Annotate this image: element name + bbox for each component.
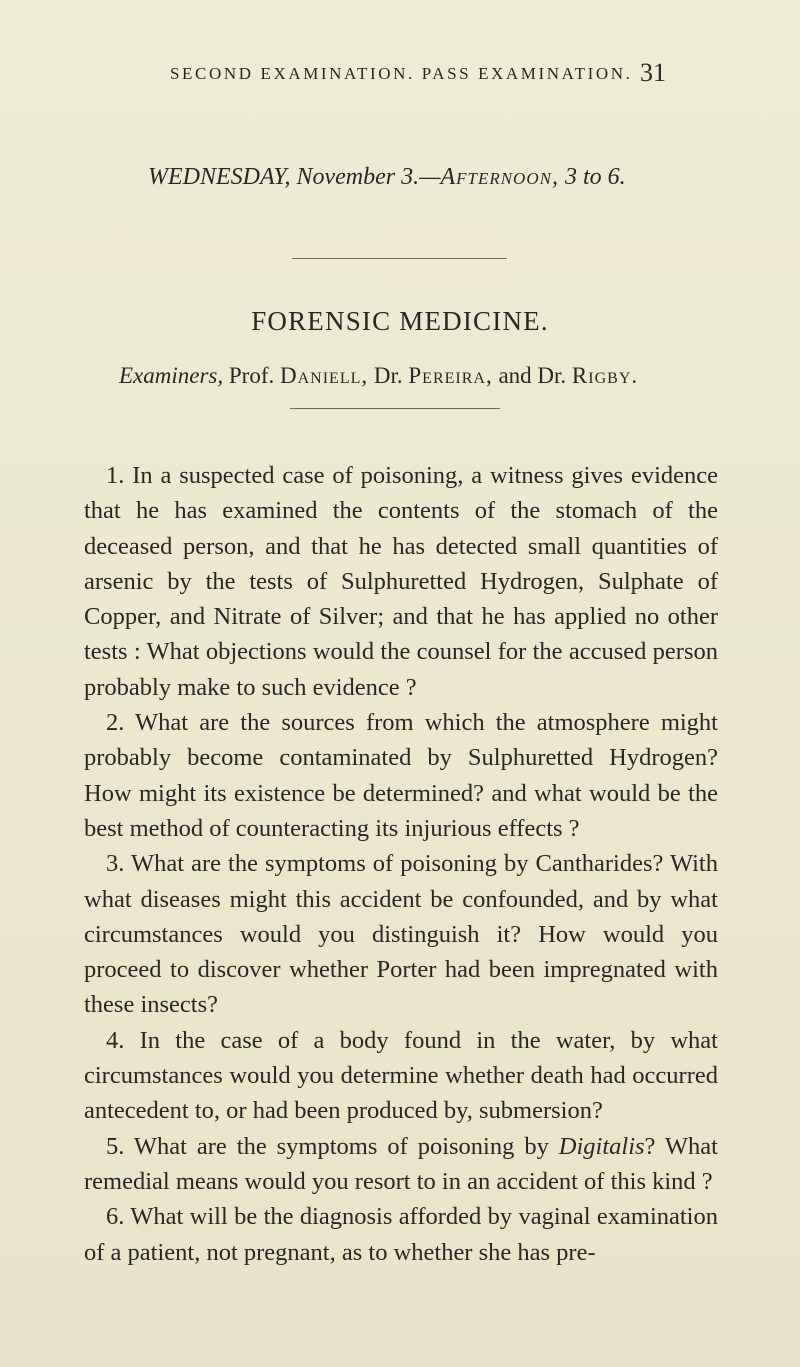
examiners-line: [119, 363, 638, 389]
question-5: [84, 1129, 718, 1200]
question-2: 2. What are the sources from which the atmosphere might probably become contaminated by Sulphuretted Hydrogen? How might its existence be determined? and what would be the best method of counteracting its injurious effects ?: [84, 709, 718, 842]
section-title: FORENSIC MEDICINE.: [251, 306, 549, 336]
question-list: [84, 458, 718, 1270]
running-head-text: SECOND EXAMINATION. PASS EXAMINATION.: [170, 64, 633, 83]
question-5-text-end: ? What remedial means would you resort to in an accident of this kind ?: [84, 1132, 718, 1195]
exam-day: WEDNESDAY,: [148, 164, 291, 190]
examiner-2-title: Dr.: [368, 363, 409, 388]
question-4: 4. In the case of a body found in the water, by what circumstances would you determine whether death had occurred antecedent to, or had been produced by, submersion?: [84, 1026, 718, 1125]
running-head: [0, 58, 800, 94]
examiner-3-name: Rigby.: [571, 363, 639, 388]
divider-rule: [290, 408, 500, 409]
examiners-label: Examiners,: [119, 363, 224, 388]
divider-rule: [292, 258, 507, 259]
question-3: 3. What are the symptoms of poisoning by Cantharides? With what diseases might this accident be confounded, and by what circumstances would you distinguish it? How would you proceed to discover whether Porter had been impregnated with these insects?: [84, 850, 718, 1019]
examiner-2-name: Pereira,: [408, 363, 493, 388]
exam-date: November 3.—: [290, 164, 441, 190]
question-5-emphasis: Digitalis: [558, 1132, 645, 1160]
page-number: 31: [640, 58, 666, 87]
question-6: 6. What will be the diagnosis afforded by vaginal examination of a patient, not pregnant, as to whether she has pre-: [84, 1203, 718, 1266]
exam-time: 3 to 6.: [558, 164, 626, 190]
exam-session: Afternoon,: [440, 164, 559, 190]
examiner-1-name: Daniell,: [280, 363, 369, 388]
exam-date-line: [148, 164, 626, 191]
examiner-conjunction: and Dr.: [492, 363, 572, 388]
examiner-1-title: Prof.: [223, 363, 280, 388]
question-1: 1. In a suspected case of poisoning, a witness gives evidence that he has examined the contents of the stomach of the deceased person, and that he has detected small quantities of arsenic by the tests of Sulphuretted Hydrogen, Sulphate of Copper, and Nitrate of Silver; and that he has applied no other tests : What objections would the counsel for the accused person probably make to such evidence ?: [84, 462, 718, 701]
question-5-text-start: 5. What are the symptoms of poisoning by: [106, 1132, 559, 1160]
